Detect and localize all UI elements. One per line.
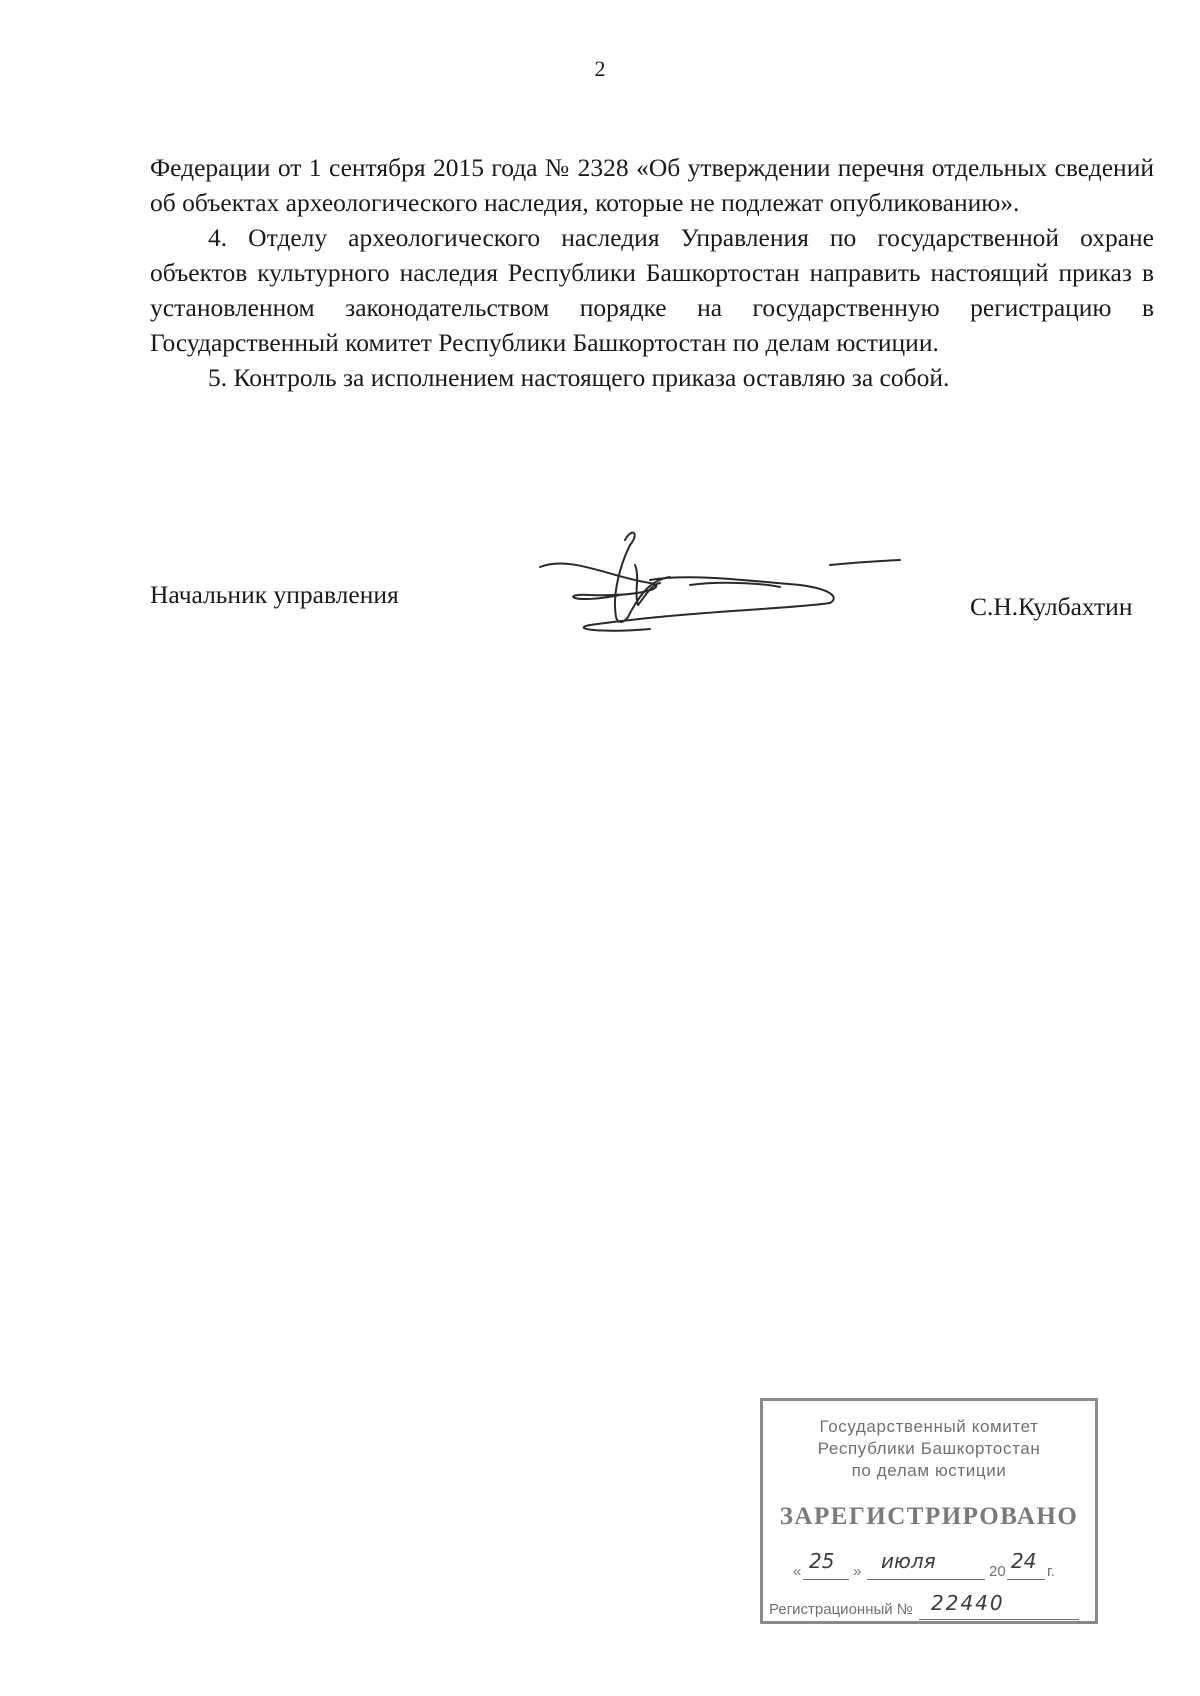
paragraph-item-5: 5. Контроль за исполнением настоящего приказа оставляю за собой. bbox=[208, 363, 950, 392]
stamp-day-underline bbox=[803, 1579, 849, 1580]
stamp-quote-open: « bbox=[793, 1563, 802, 1580]
stamp-year-prefix: 20 bbox=[989, 1563, 1006, 1580]
registration-stamp bbox=[760, 1398, 1098, 1624]
stamp-day: 25 bbox=[809, 1549, 835, 1573]
paragraph-continuation: Федерации от 1 сентября 2015 года № 2328 «Об утверждении перечня отдельных сведений об объектах археологического наследия, которые не подлежат опубликованию». bbox=[150, 153, 1154, 217]
stamp-year-suffix: 24 bbox=[1011, 1549, 1037, 1573]
stamp-month: июля bbox=[881, 1549, 936, 1573]
signature-block bbox=[0, 580, 1200, 660]
stamp-year-underline bbox=[1007, 1579, 1045, 1580]
stamp-number-row bbox=[763, 1591, 1095, 1623]
stamp-number-underline bbox=[919, 1619, 1079, 1620]
stamp-year-unit: г. bbox=[1047, 1563, 1055, 1580]
paragraph-item-4: 4. Отделу археологического наследия Управления по государственной охране объектов культурного наследия Республики Башкортостан направить настоящий приказ в установленном законодательством порядке на государственную регистрацию в Государственный комитет Республики Башкортостан по делам юстиции. bbox=[150, 223, 1154, 357]
signatory-name: С.Н.Кулбахтин bbox=[970, 592, 1133, 621]
signatory-title: Начальник управления bbox=[150, 580, 399, 609]
stamp-line-2: Республики Башкортостан bbox=[817, 1439, 1041, 1458]
stamp-month-underline bbox=[867, 1579, 985, 1580]
stamp-line-1: Государственный комитет bbox=[819, 1417, 1039, 1436]
stamp-date-row bbox=[763, 1549, 1095, 1583]
stamp-number-label: Регистрационный № bbox=[769, 1601, 913, 1618]
stamp-line-3: по делам юстиции bbox=[851, 1461, 1007, 1480]
stamp-quote-close: » bbox=[853, 1563, 862, 1580]
stamp-number: 22440 bbox=[931, 1591, 1005, 1615]
body-text bbox=[150, 150, 1154, 395]
stamp-registered-label: ЗАРЕГИСТРИРОВАНО bbox=[779, 1503, 1079, 1530]
page-number: 2 bbox=[594, 56, 606, 81]
